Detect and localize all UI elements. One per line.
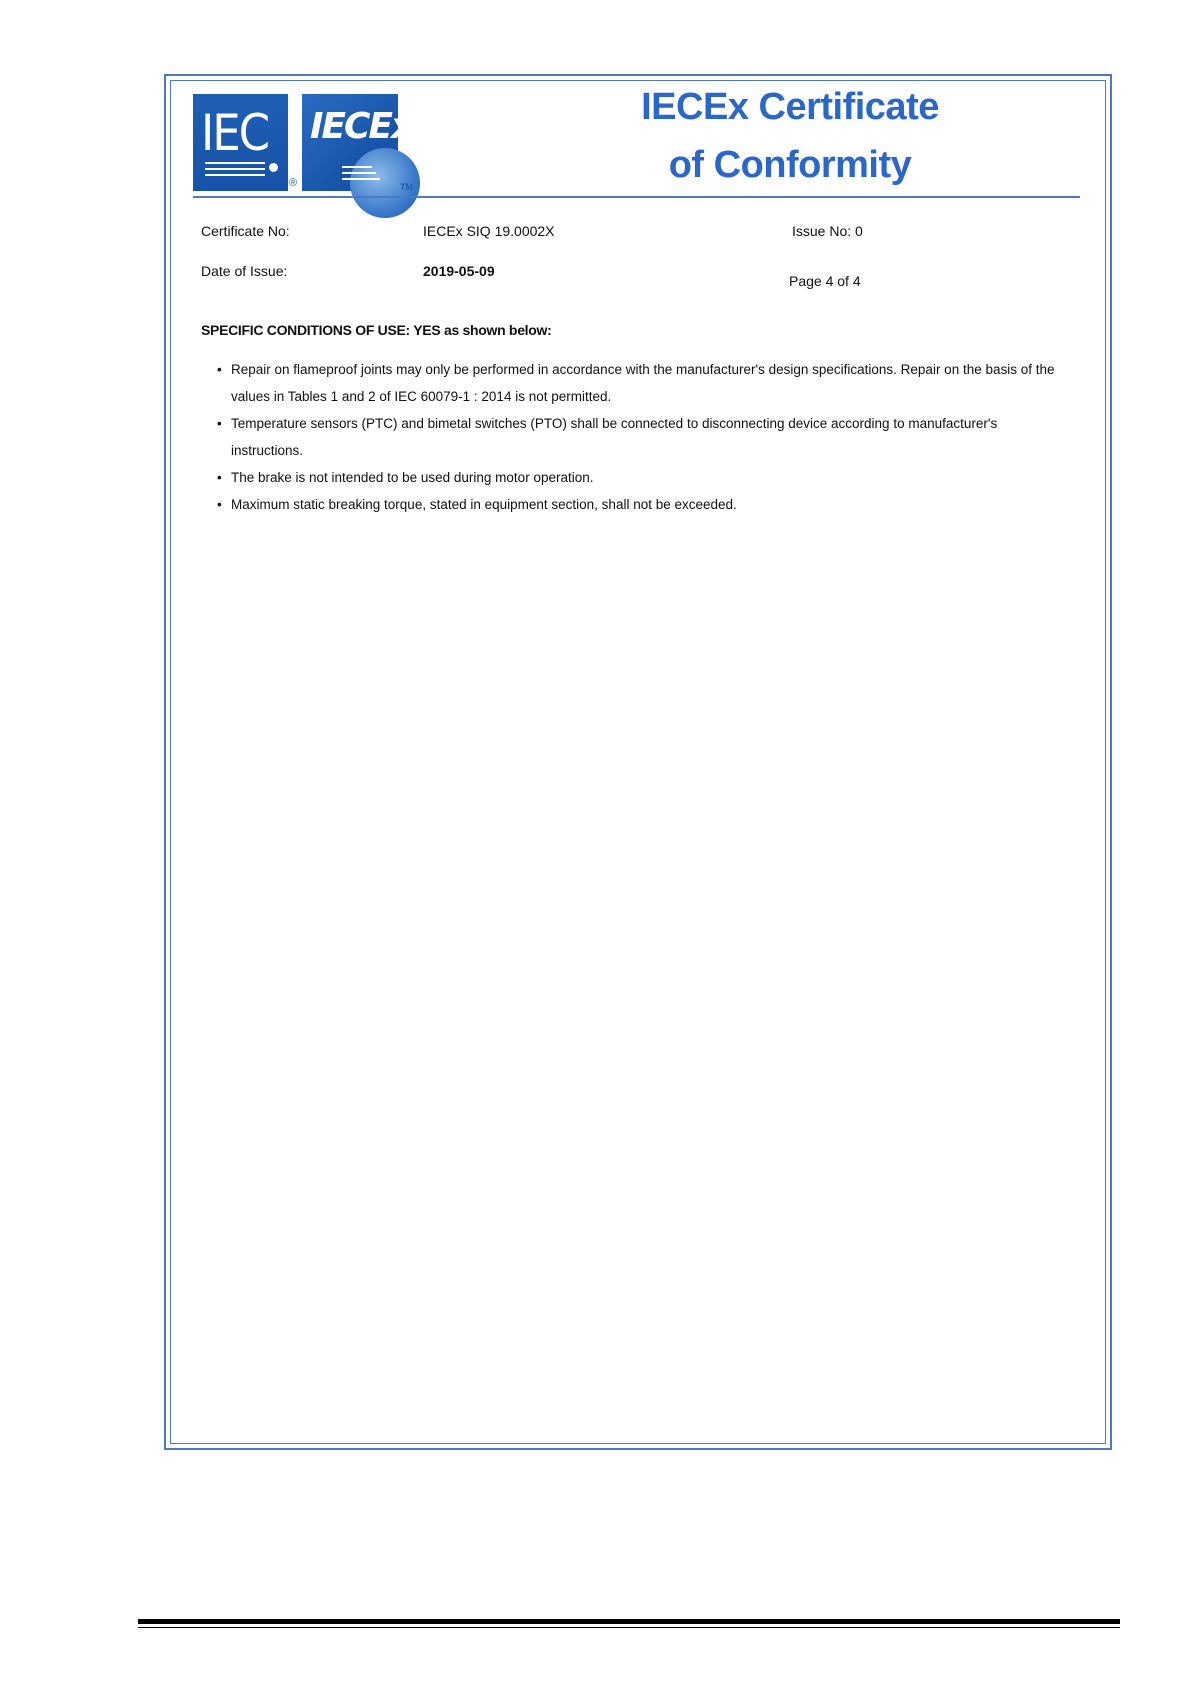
iecex-logo-text: IECEx — [310, 106, 413, 147]
condition-text: The brake is not intended to be used during motor operation. — [231, 470, 594, 485]
bullet-icon: • — [217, 497, 222, 512]
certificate-no-value: IECEx SIQ 19.0002X — [423, 223, 555, 239]
certificate-title-line1: IECEx Certificate — [641, 86, 939, 128]
condition-text: Maximum static breaking torque, stated in equipment section, shall not be exceeded. — [231, 497, 737, 512]
list-item — [214, 464, 1064, 491]
certificate-no-label: Certificate No: — [201, 223, 290, 239]
page-number: Page 4 of 4 — [789, 273, 861, 289]
registered-mark: ® — [289, 177, 298, 189]
bullet-icon: • — [217, 416, 222, 431]
specific-conditions-heading: SPECIFIC CONDITIONS OF USE: YES as shown below: — [201, 322, 552, 338]
header-divider — [193, 196, 1080, 198]
date-of-issue-value: 2019-05-09 — [423, 263, 495, 279]
list-item — [214, 410, 1064, 464]
bullet-icon: • — [217, 362, 222, 377]
conditions-list — [214, 356, 1064, 518]
iec-logo-text: IEC — [201, 104, 269, 162]
list-item — [214, 356, 1064, 410]
condition-text: Repair on flameproof joints may only be performed in accordance with the manufacturer's design specifications. Repair on the basis of the values in Tables 1 and 2 of IEC 60079-1 : 2014 is not permitted. — [231, 362, 1055, 404]
iec-logo — [193, 94, 288, 191]
list-item — [214, 491, 1064, 518]
footer-rule-thin — [138, 1627, 1120, 1628]
footer-rule-thick — [138, 1619, 1120, 1624]
bullet-icon: • — [217, 470, 222, 485]
certificate-title-line2: of Conformity — [668, 144, 912, 186]
issue-no: Issue No: 0 — [792, 223, 863, 239]
certificate-border-inner — [170, 80, 1106, 1444]
date-of-issue-label: Date of Issue: — [201, 263, 288, 279]
condition-text: Temperature sensors (PTC) and bimetal switches (PTO) shall be connected to disconnecting device according to manufacturer's instructions. — [231, 416, 998, 458]
trademark-mark: TM — [400, 182, 413, 192]
